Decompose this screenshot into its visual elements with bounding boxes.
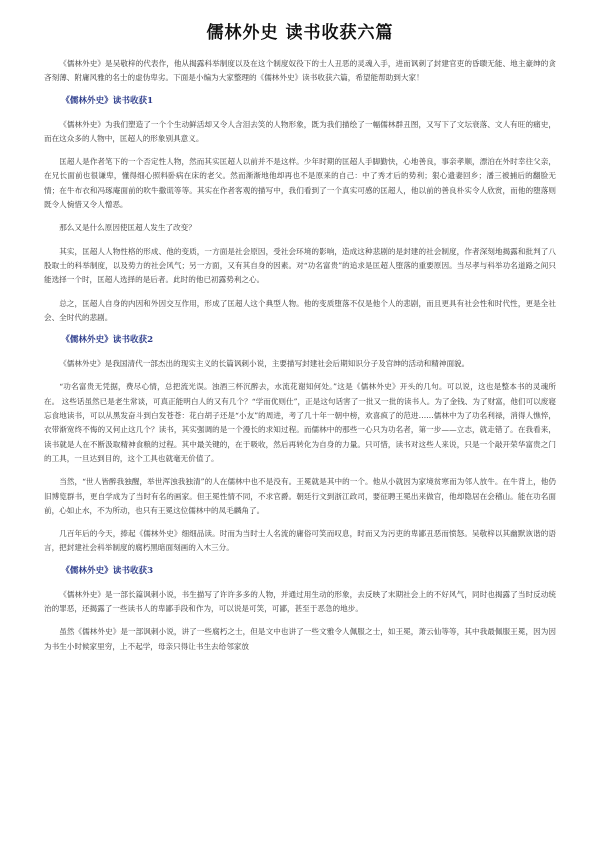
section-1-paragraph-3: 那么又是什么原因使匡超人发生了改变？	[59, 223, 196, 233]
section-1-paragraph-4: 其实，匡超人人物性格的形成、他的变质，一方面是社会原因，受社会环境的影响，造成这种悲剧的是封建的社会制度，作者深刻地揭露和批判了八股取士的科举制度，以及势力的社会风气；另一方面，又有其自身的因素。对“功名富贵”的追求是匡超人堕落的重要原因。当尽孝与科举功名道路之间只能选择一个时，匡超人选择的是后者。此时的他已初露势利之心。	[44, 246, 556, 285]
section-2-paragraph-2: “功名富贵无凭据，费尽心情，总把流光误。浊酒三杯沉醉去，水流花谢知何处。”这是《儒林外史》开头的几句。可以说，这也是整本书的灵魂所在。 这些话虽然已是老生常谈，可真正能明白人的又有几个？“学而优则仕”，正是这句话害了一批又一批的读书人。为了金钱、为了财富，他们可以废寝忘食地读书，可以从黑发奋斗到白发苍苍：花白胡子还是“小友”的周进，考了几十年一朝中榜，欢喜疯了的范进……儒林中为了功名利禄，消得人憔悴，衣带渐宽终不悔的又何止这几个？读书，其实强调的是一个漫长的求知过程。而儒林中的那些一心只为功名者，第一步——立志，就走错了。在我看来，读书就是人在不断汲取精神食粮的过程。其中最关键的，在于吸收，然后再转化为自身的力量。只可惜，读书对这些人来说，只是一个敲开荣华富贵之门的工具，一旦达到目的，这个工具也就毫无价值了。	[44, 382, 556, 463]
section-heading-2: 《儒林外史》读书收获2	[61, 335, 154, 346]
section-2-paragraph-3: 当然，“世人皆醉我独醒，举世浑浊我独清”的人在儒林中也不是没有。王冕就是其中的一个。他从小就因为家境贫寒而为邻人放牛。在牛背上，他仍旧博览群书，更自学成为了当时有名的画家。但王冕性情不同，不求官爵。朝廷行文到浙江政司，要征聘王冕出来做官，他却隐居在会稽山。能在功名面前，心如止水，不为所动，也只有王冕这位儒林中的凤毛麟角了。	[44, 477, 556, 515]
section-heading-3: 《儒林外史》读书收获3	[61, 565, 154, 576]
section-heading-1: 《儒林外史》读书收获1	[61, 95, 154, 106]
section-1-paragraph-2: 匡超人是作者笔下的一个否定性人物，然而其实匡超人以前并不是这样。少年时期的匡超人手脚勤快，心地善良，事亲孝顺，漂泊在外时幸往父亲，在兄长面前也很谦卑，懂得细心照料卧病在床的老父。然而渐渐地他却再也不是原来的自己：中了秀才后的势利；狠心遗妻回乡；潘三被捕后的翻脸无情；在牛布衣和冯琢庵面前的吹牛撒谎等等。其实在作者客观的描写中，我们看到了一个真实可感的匡超人，他以前的善良朴实令人欣赏，而他的堕落则既令人惋惜又令人憎恶。	[44, 157, 556, 210]
section-3-paragraph-2: 虽然《儒林外史》是一部讽刺小说，讲了一些腐朽之士，但是文中也讲了一些文雅令人佩服之士，如王冕，萧云仙等等，其中我最佩服王冕，因为因为书生小时候家里穷，上不起学，母亲只得让书生去给邻家放	[44, 627, 556, 651]
document-title: 儒林外史 读书收获六篇	[206, 23, 394, 43]
section-1-paragraph-5: 总之，匡超人自身的内因和外因交互作用，形成了匡超人这个典型人物。他的变质堕落不仅是他个人的悲剧，而且更具有社会性和时代性，更是全社会、全时代的悲剧。	[44, 298, 556, 322]
intro-paragraph: 《儒林外史》是吴敬梓的代表作，他从揭露科举制度以及在这个制度奴役下的士人丑恶的灵魂入手，进而讽刺了封建官吏的昏聩无能、地主豪绅的贪吝刻薄、附庸风雅的名士的虚伪卑劣。下面是小编为大家整理的《儒林外史》读书收获六篇，希望能帮助到大家！	[44, 59, 556, 83]
section-2-paragraph-1: 《儒林外史》是我国清代一部杰出的现实主义的长篇讽刺小说，主要描写封建社会后期知识分子及官绅的活动和精神面貌。	[59, 359, 470, 369]
section-2-paragraph-4: 几百年后的今天，捧起《儒林外史》细细品读。时而为当时士人名流的庸俗可笑而叹息，时而又为污吏的卑鄙丑恶而愤怒。吴敬梓以其幽默诙谐的语言，把封建社会科举制度的腐朽黑暗面刻画的入木三分。	[44, 529, 556, 553]
section-3-paragraph-1: 《儒林外史》是一部长篇讽刺小说，书生描写了许许多多的人物，并通过用生动的形象，去反映了末期社会上的不好风气，同时也揭露了当时反动统治的罪恶，还揭露了一些读书人的卑鄙手段和作为，可以说是可笑，可鄙，甚至于恶急的地步。	[44, 589, 556, 614]
section-1-paragraph-1: 《儒林外史》为我们塑造了一个个生动鲜活却又令人含泪去笑的人物形象，既为我们描绘了一幅儒林群丑图，又写下了文坛衰落、文人有旺的痛史，而在这众多的人物中，匡超人的形象别具意义。	[44, 119, 556, 143]
